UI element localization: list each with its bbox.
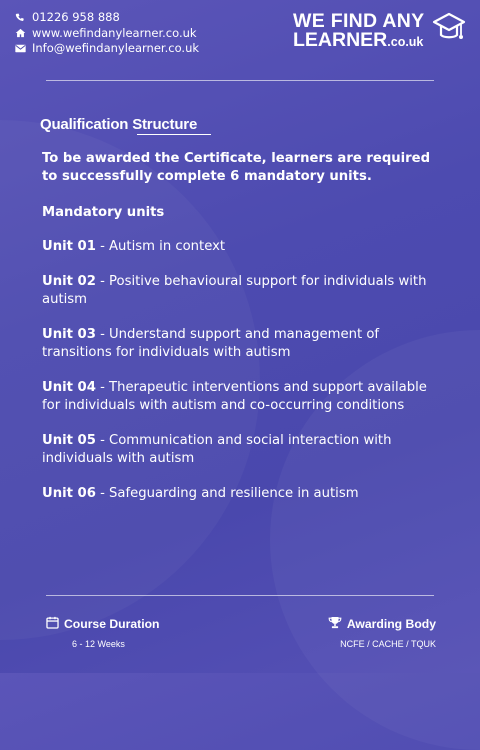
unit-item: Unit 04 - Therapeutic interventions and support available for individuals with autism and co-occurring conditions xyxy=(42,380,427,413)
contact-phone-text: 01226 958 888 xyxy=(32,10,120,24)
contact-phone[interactable] xyxy=(14,10,199,26)
envelope-icon xyxy=(14,44,26,53)
awarding-body-value: NCFE / CACHE / TQUK xyxy=(340,639,436,649)
unit-code: Unit 01 xyxy=(42,239,96,254)
unit-title: Autism in context xyxy=(109,239,226,254)
awarding-body-heading xyxy=(328,616,436,632)
section-title: Qualification Structure xyxy=(40,116,198,133)
unit-item: Unit 06 - Safeguarding and resilience in autism xyxy=(42,486,359,501)
unit-title: Positive behavioural support for individuals with autism xyxy=(42,274,427,307)
unit-item: Unit 05 - Communication and social interaction with individuals with autism xyxy=(42,433,392,466)
trophy-icon xyxy=(328,616,342,632)
unit-code: Unit 05 xyxy=(42,433,96,448)
contact-block xyxy=(14,10,199,57)
mandatory-heading: Mandatory units xyxy=(42,205,165,220)
unit-title: Understand support and management of transitions for individuals with autism xyxy=(42,327,380,360)
unit-item: Unit 01 - Autism in context xyxy=(42,239,226,254)
unit-code: Unit 06 xyxy=(42,486,96,501)
phone-icon xyxy=(14,13,26,23)
logo-line-1: WE FIND ANY xyxy=(293,10,425,32)
logo-tld: .co.uk xyxy=(387,35,424,49)
logo-learner: LEARNER xyxy=(293,29,388,51)
course-duration-label: Course Duration xyxy=(64,617,160,631)
header-divider xyxy=(46,80,434,81)
contact-website[interactable] xyxy=(14,26,199,42)
course-duration xyxy=(46,616,159,649)
footer-divider xyxy=(46,595,434,596)
contact-email-text: Info@wefindanylearner.co.uk xyxy=(32,41,200,55)
unit-title: Safeguarding and resilience in autism xyxy=(109,486,359,501)
graduation-cap-icon xyxy=(432,10,466,54)
course-duration-heading xyxy=(46,616,159,632)
unit-code: Unit 02 xyxy=(42,274,96,289)
unit-code: Unit 03 xyxy=(42,327,96,342)
contact-email[interactable] xyxy=(14,41,199,57)
unit-title: Communication and social interaction with individuals with autism xyxy=(42,433,392,466)
home-icon xyxy=(14,28,26,38)
unit-code: Unit 04 xyxy=(42,380,96,395)
course-duration-value: 6 - 12 Weeks xyxy=(72,639,125,649)
awarding-body xyxy=(328,616,436,649)
content-body xyxy=(42,150,442,520)
unit-item: Unit 02 - Positive behavioural support for individuals with autism xyxy=(42,274,427,307)
brand-logo[interactable] xyxy=(293,12,468,58)
intro-text: To be awarded the Certificate, learners are required to successfully complete 6 mandatory units. xyxy=(42,151,431,184)
unit-item: Unit 03 - Understand support and management of transitions for individuals with autism xyxy=(42,327,380,360)
unit-title: Therapeutic interventions and support available for individuals with autism and co-occurring conditions xyxy=(42,380,427,413)
awarding-body-label: Awarding Body xyxy=(346,617,436,631)
calendar-icon xyxy=(46,616,59,632)
contact-website-text: www.wefindanylearner.co.uk xyxy=(32,25,197,40)
title-underline xyxy=(137,134,211,135)
